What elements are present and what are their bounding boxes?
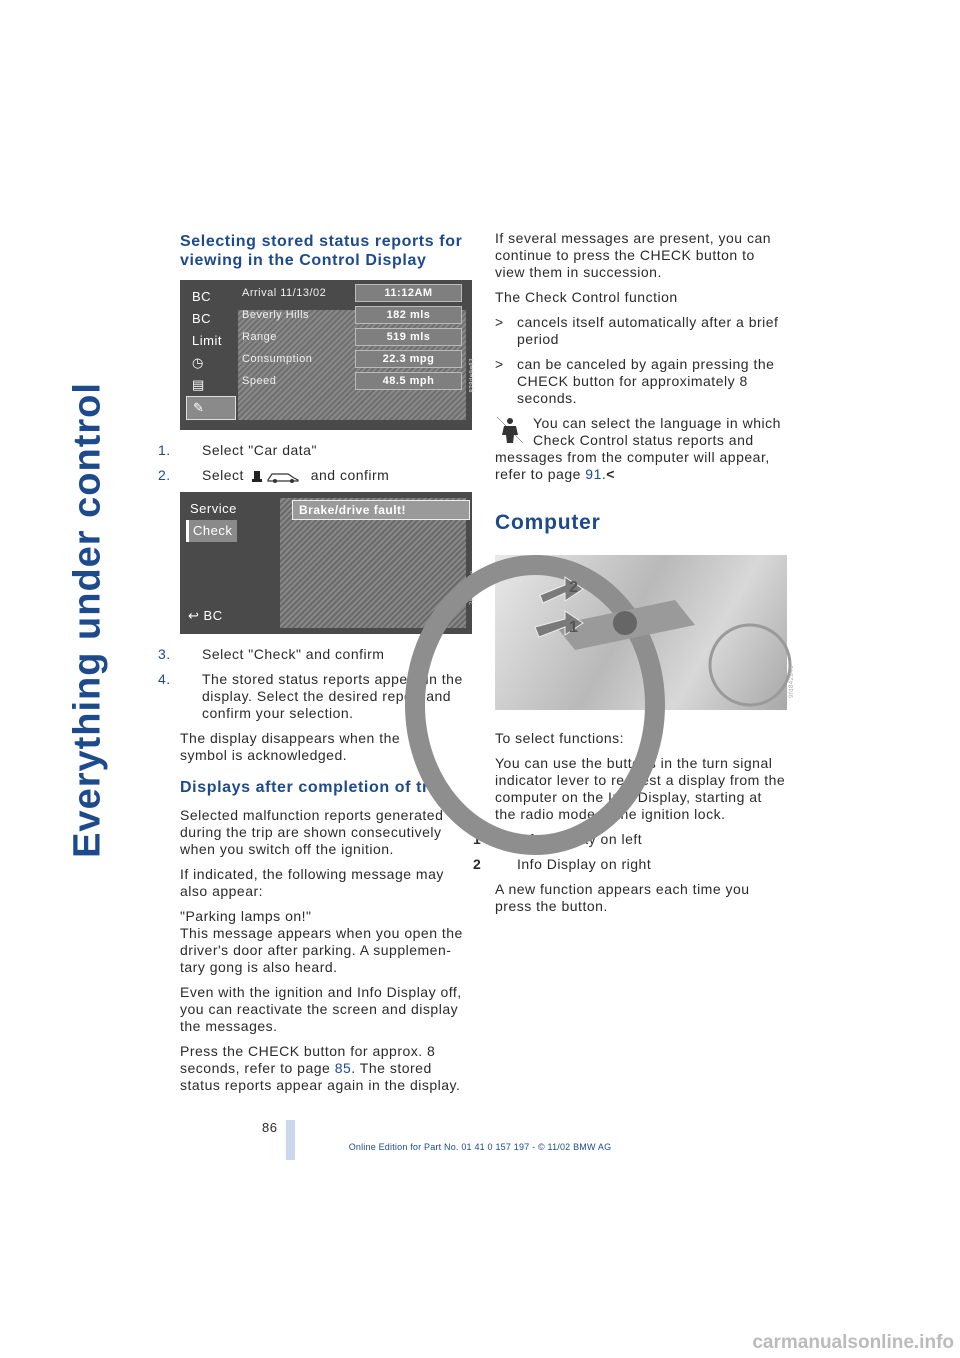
paragraph: To select functions: xyxy=(495,730,625,746)
step-3: 3. Select "Check" and confirm xyxy=(158,646,385,663)
paragraph: If several messages are present, you can continue to press the CHECK button to view them in succession. xyxy=(495,230,772,280)
bc-menu-item: BC xyxy=(192,311,212,326)
bc-menu-item: Limit xyxy=(192,333,222,348)
back-arrow-icon: ⇄ xyxy=(414,730,427,747)
control-display-car-data xyxy=(180,280,476,430)
bc-menu xyxy=(186,286,236,424)
page-bar xyxy=(286,1120,295,1160)
page-number: 86 xyxy=(262,1120,278,1135)
check-message: Brake/drive fault! xyxy=(292,500,470,520)
image-code: 9fd842846 xyxy=(789,665,795,698)
page-link-85[interactable]: 85 xyxy=(334,1060,352,1077)
check-menu-item: Service xyxy=(190,501,237,517)
steering-wheel-illustration xyxy=(495,555,787,710)
bullet-item: > cancels itself automatically after a brief period xyxy=(495,314,779,347)
chapter-side-title: Everything under control xyxy=(66,382,109,858)
bc-row-label: Range xyxy=(242,331,277,343)
car-data-icon: ✎ xyxy=(186,396,236,420)
bc-row-label: Beverly Hills xyxy=(242,309,310,321)
footer-edition: Online Edition for Part No. 01 41 0 157 197 - © 11/02 BMW AG xyxy=(348,1142,612,1152)
bc-row-value: 11:12AM xyxy=(355,284,462,302)
step-2: 2. Select and confirm xyxy=(158,467,390,483)
trip-icon: ▤ xyxy=(192,377,205,392)
bullet-item: > can be canceled by again pressing the CHECK button for approximately 8 seconds. xyxy=(495,356,775,406)
bc-row-value: 48.5 mph xyxy=(355,372,462,390)
paragraph: You can use the buttons in the turn signal indicator lever to request a display from the computer on the Info Display, starting at the radio mode in the ignition lock. xyxy=(495,755,786,822)
photo-label-2: 2 xyxy=(569,579,579,596)
paragraph: The Check Control function xyxy=(495,289,678,305)
watermark: carmanualsonline.info xyxy=(752,1332,954,1353)
check-menu-item: Check xyxy=(186,520,237,542)
page-link-91[interactable]: 91 xyxy=(585,466,602,482)
bc-row xyxy=(238,348,466,370)
photo-label-1: 1 xyxy=(569,619,579,636)
heading-computer: Computer xyxy=(495,511,601,534)
bc-row-value: 519 mls xyxy=(355,328,462,346)
paragraph: A new function appears each time you press the button. xyxy=(495,881,750,914)
turn-signal-lever-photo xyxy=(495,555,795,710)
list-item-1: 1 Info Display on left xyxy=(473,831,643,847)
bc-row-label: Arrival 11/13/02 xyxy=(242,287,327,299)
note-person-icon xyxy=(495,415,525,445)
paragraph-parking: "Parking lamps on!" This message appears when you open the driver's door after parking. A supplemen-tary gong is also heard. xyxy=(180,908,463,976)
control-display-check xyxy=(180,492,476,634)
bc-menu-item: BC xyxy=(192,289,212,304)
heading-selecting-reports: Selecting stored status reports for viewing in the Control Display xyxy=(180,233,463,269)
paragraph-press-check: Press the CHECK button for approx. 8 seconds, refer to page 85. The stored status reports appear again in the display. xyxy=(180,1043,461,1094)
bc-row-label: Speed xyxy=(242,375,277,387)
bc-row xyxy=(238,370,466,392)
paragraph: Even with the ignition and Info Display off, you can reactivate the screen and display the messages. xyxy=(180,984,462,1035)
bc-row xyxy=(238,282,466,304)
step-1: 1. Select "Car data" xyxy=(158,442,317,458)
image-code: 828de9e83 xyxy=(470,358,476,393)
display-disappears-text: The display disappears when the ⇄ symbol is acknowledged. xyxy=(180,730,472,764)
check-menu xyxy=(186,498,237,542)
list-item-2: 2 Info Display on right xyxy=(473,856,652,872)
timer-icon: ◷ xyxy=(192,355,204,370)
bc-values xyxy=(238,287,466,420)
bc-row-label: Consumption xyxy=(242,353,313,365)
image-code: 7kt4d4ra4n xyxy=(470,570,476,606)
back-to-bc: ↩ BC xyxy=(188,608,223,624)
end-marker: < xyxy=(606,466,615,482)
step-4: 4. The stored status reports appear in the display. Select the desired report and confirm your selection. xyxy=(158,671,463,722)
paragraph: Selected malfunction reports generated during the trip are shown consecutively when you switch off the ignition. xyxy=(180,807,444,858)
back-icon: ↩ xyxy=(188,608,200,624)
heading-after-trip: Displays after completion of trip xyxy=(180,779,445,797)
car-data-icon xyxy=(248,468,306,484)
bc-row-value: 182 mls xyxy=(355,306,462,324)
bc-row-value: 22.3 mpg xyxy=(355,350,462,368)
paragraph: If indicated, the following message may also appear: xyxy=(180,866,444,900)
bc-row xyxy=(238,304,466,326)
note-language: You can select the language in which Check Control status reports and messages from the computer will appear, refer to page 91.< xyxy=(495,415,781,482)
bc-row xyxy=(238,326,466,348)
